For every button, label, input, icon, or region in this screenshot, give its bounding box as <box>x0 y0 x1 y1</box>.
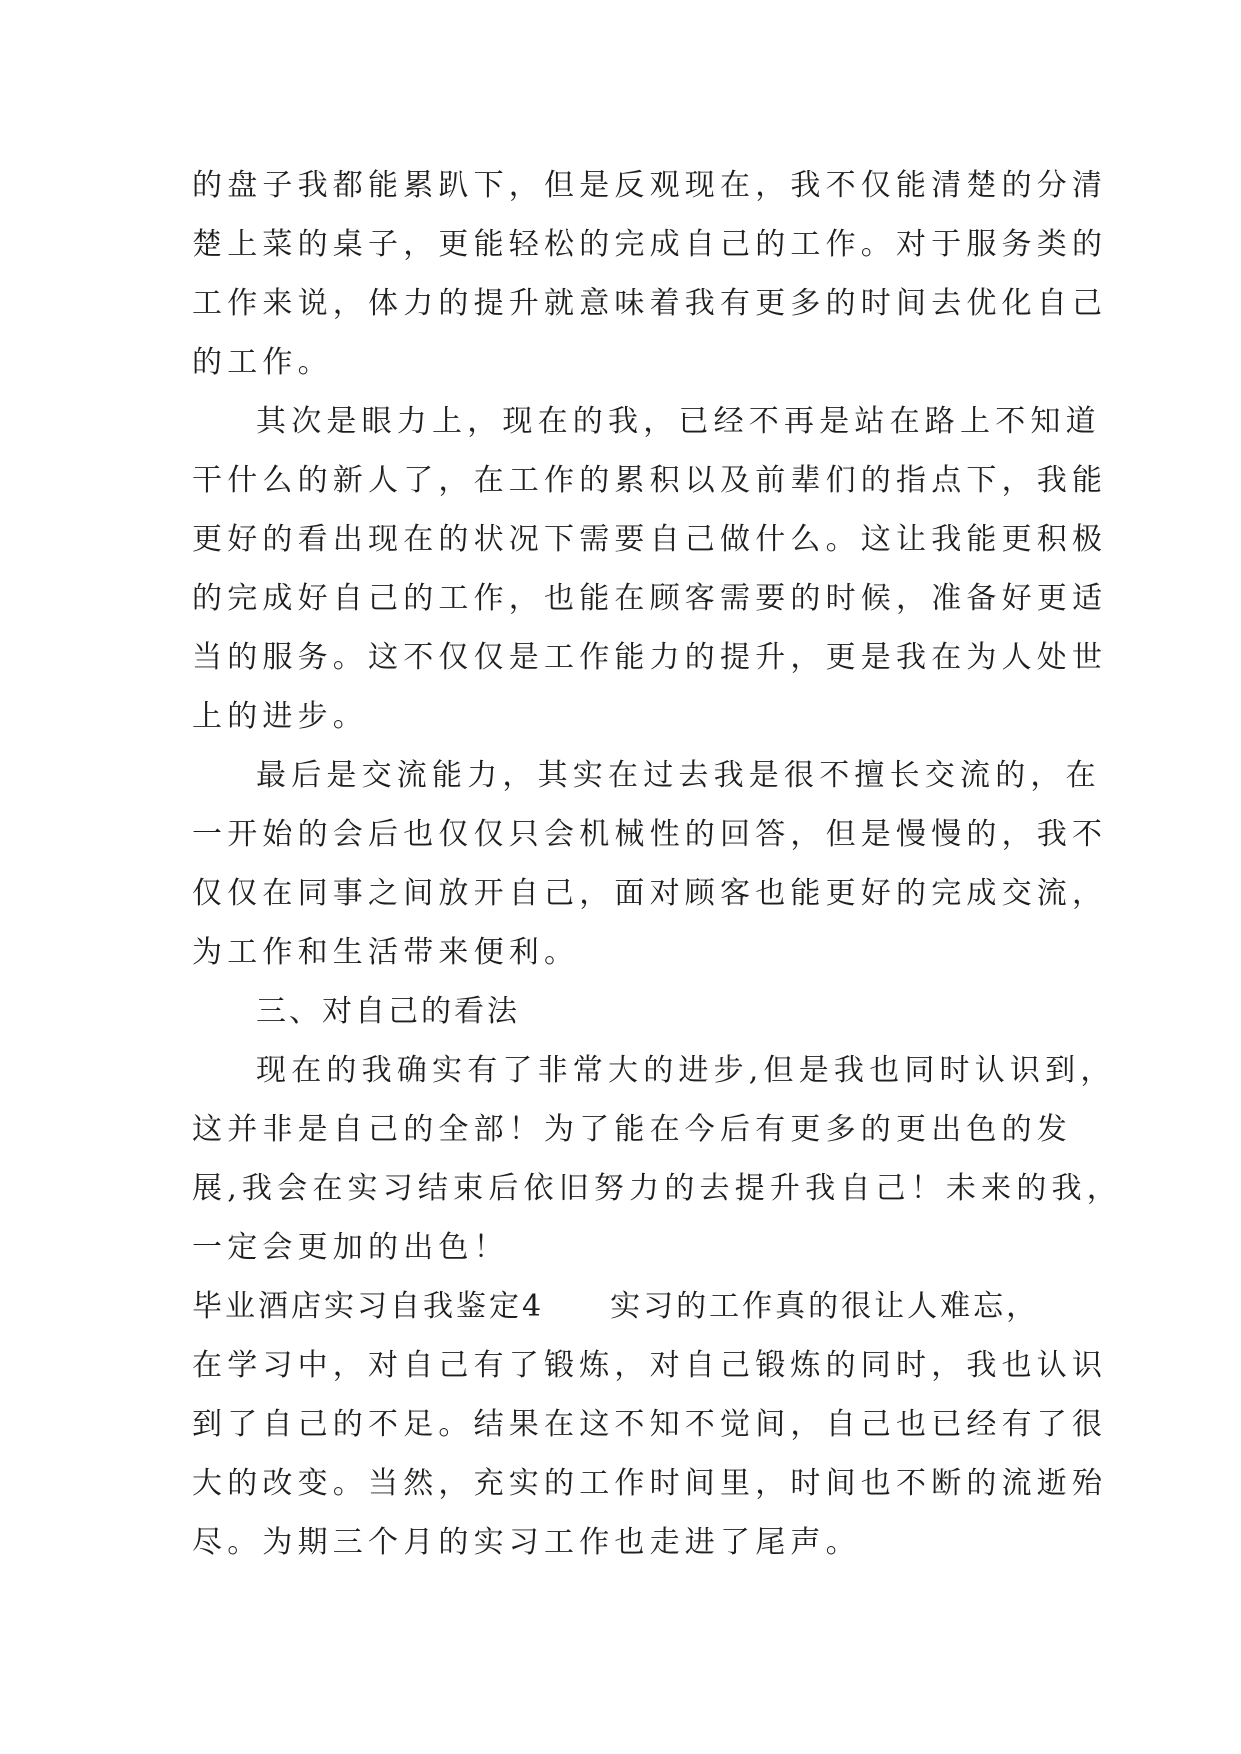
text-line: 更好的看出现在的状况下需要自己做什么。这让我能更积极 <box>192 522 1108 557</box>
text-line: 当的服务。这不仅仅是工作能力的提升，更是我在为人处世 <box>192 640 1108 675</box>
article-title-line: 毕业酒店实习自我鉴定4 实习的工作真的很让人难忘， <box>192 1289 1040 1324</box>
section-heading: 三、对自己的看法 <box>256 994 520 1029</box>
text-line: 仅仅在同事之间放开自己，面对顾客也能更好的完成交流， <box>192 876 1108 911</box>
text-line: 大的改变。当然，充实的工作时间里，时间也不断的流逝殆 <box>192 1466 1108 1501</box>
text-line: 到了自己的不足。结果在这不知不觉间，自己也已经有了很 <box>192 1407 1108 1442</box>
text-line: 为工作和生活带来便利。 <box>192 935 580 970</box>
paragraph-start-line: 现在的我确实有了非常大的进步,但是我也同时认识到， <box>256 1053 1116 1088</box>
text-line: 的完成好自己的工作，也能在顾客需要的时候，准备好更适 <box>192 581 1108 616</box>
text-line: 的工作。 <box>192 345 333 380</box>
text-line: 楚上菜的桌子，更能轻松的完成自己的工作。对于服务类的 <box>192 227 1108 262</box>
text-line: 在学习中，对自己有了锻炼，对自己锻炼的同时，我也认识 <box>192 1348 1108 1383</box>
text-line: 一开始的会后也仅仅只会机械性的回答，但是慢慢的，我不 <box>192 817 1108 852</box>
text-line: 的盘子我都能累趴下，但是反观现在，我不仅能清楚的分清 <box>192 168 1108 203</box>
text-line: 尽。为期三个月的实习工作也走进了尾声。 <box>192 1525 861 1560</box>
paragraph-start-line: 最后是交流能力，其实在过去我是很不擅长交流的，在 <box>256 758 1101 793</box>
text-line: 工作来说，体力的提升就意味着我有更多的时间去优化自己 <box>192 286 1108 321</box>
text-line: 这并非是自己的全部！为了能在今后有更多的更出色的发 <box>192 1112 1072 1147</box>
text-line: 展,我会在实习结束后依旧努力的去提升我自己！未来的我， <box>192 1171 1122 1206</box>
text-line: 干什么的新人了，在工作的累积以及前辈们的指点下，我能 <box>192 463 1108 498</box>
text-line: 一定会更加的出色！ <box>192 1230 509 1265</box>
paragraph-start-line: 其次是眼力上，现在的我，已经不再是站在路上不知道 <box>256 404 1101 439</box>
text-line: 上的进步。 <box>192 699 368 734</box>
